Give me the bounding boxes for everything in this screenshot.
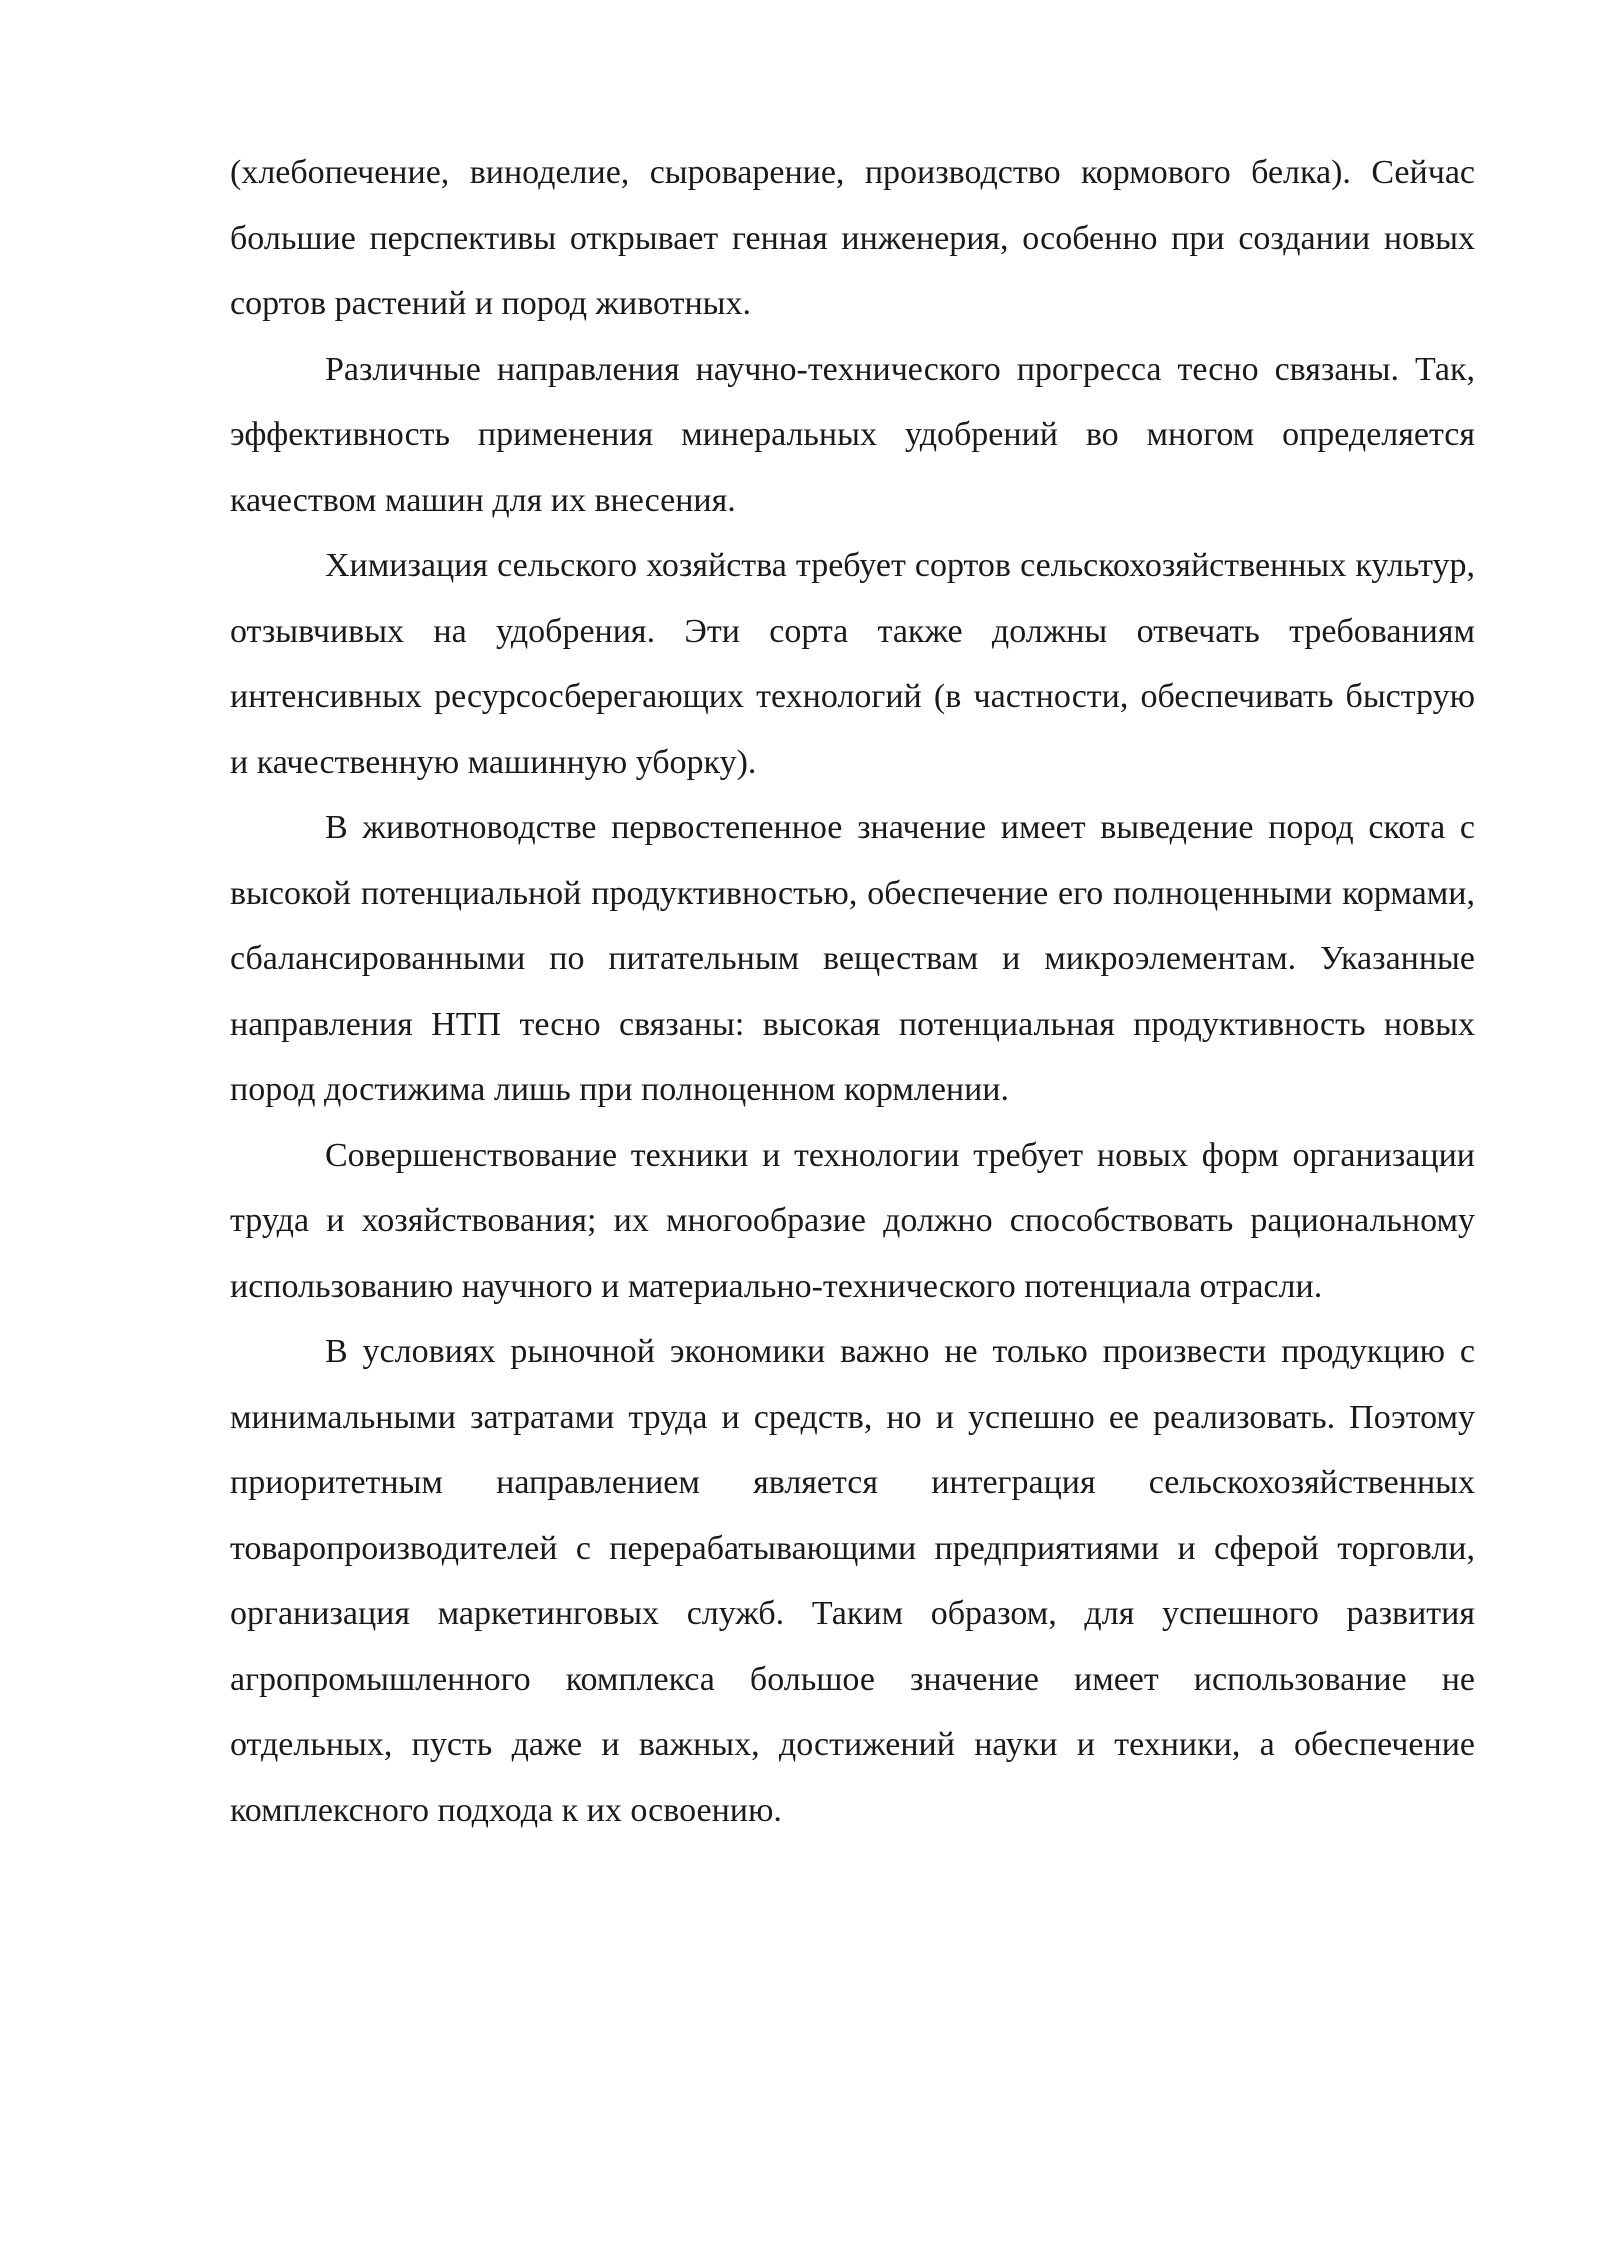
- paragraph-2: Различные направления научно-технического прогресса тесно связаны. Так, эффективность применения минеральных удобрений во многом определяется качеством машин для их внесения.: [230, 350, 1475, 519]
- document-body: [230, 140, 1475, 1843]
- paragraph-5: Совершенствование техники и технологии требует новых форм организации труда и хозяйствования; их многообразие должно способствовать рациональному использованию научного и материально-технического потенциала отрасли.: [230, 1136, 1475, 1305]
- paragraph-4: В животноводстве первостепенное значение имеет выведение пород скота с высокой потенциальной продуктивностью, обеспечение его полноценными кормами, сбалансированными по питательным веществам и микроэлементам. Указанные направления НТП тесно связаны: высокая потенциальная продуктивность новых пород достижима лишь при полноценном кормлении.: [230, 809, 1475, 1108]
- paragraph-3: Химизация сельского хозяйства требует сортов сельскохозяйственных культур, отзывчивых на удобрения. Эти сорта также должны отвечать требованиям интенсивных ресурсосберегающих технологий (в частности, обеспечивать быструю и качественную машинную уборку).: [230, 547, 1475, 781]
- paragraph-1: (хлебопечение, виноделие, сыроварение, производство кормового белка). Сейчас большие перспективы открывает генная инженерия, особенно при создании новых сортов растений и пород животных.: [230, 154, 1475, 322]
- paragraph-6: В условиях рыночной экономики важно не только произвести продукцию с минимальными затратами труда и средств, но и успешно ее реализовать. Поэтому приоритетным направлением является интеграция сельскохозяйственных товаропроизводителей с перерабатывающими предприятиями и сферой торговли, организация маркетинговых служб. Таким образом, для успешного развития агропромышленного комплекса большое значение имеет использование не отдельных, пусть даже и важных, достижений науки и техники, а обеспечение комплексного подхода к их освоению.: [230, 1333, 1475, 1829]
